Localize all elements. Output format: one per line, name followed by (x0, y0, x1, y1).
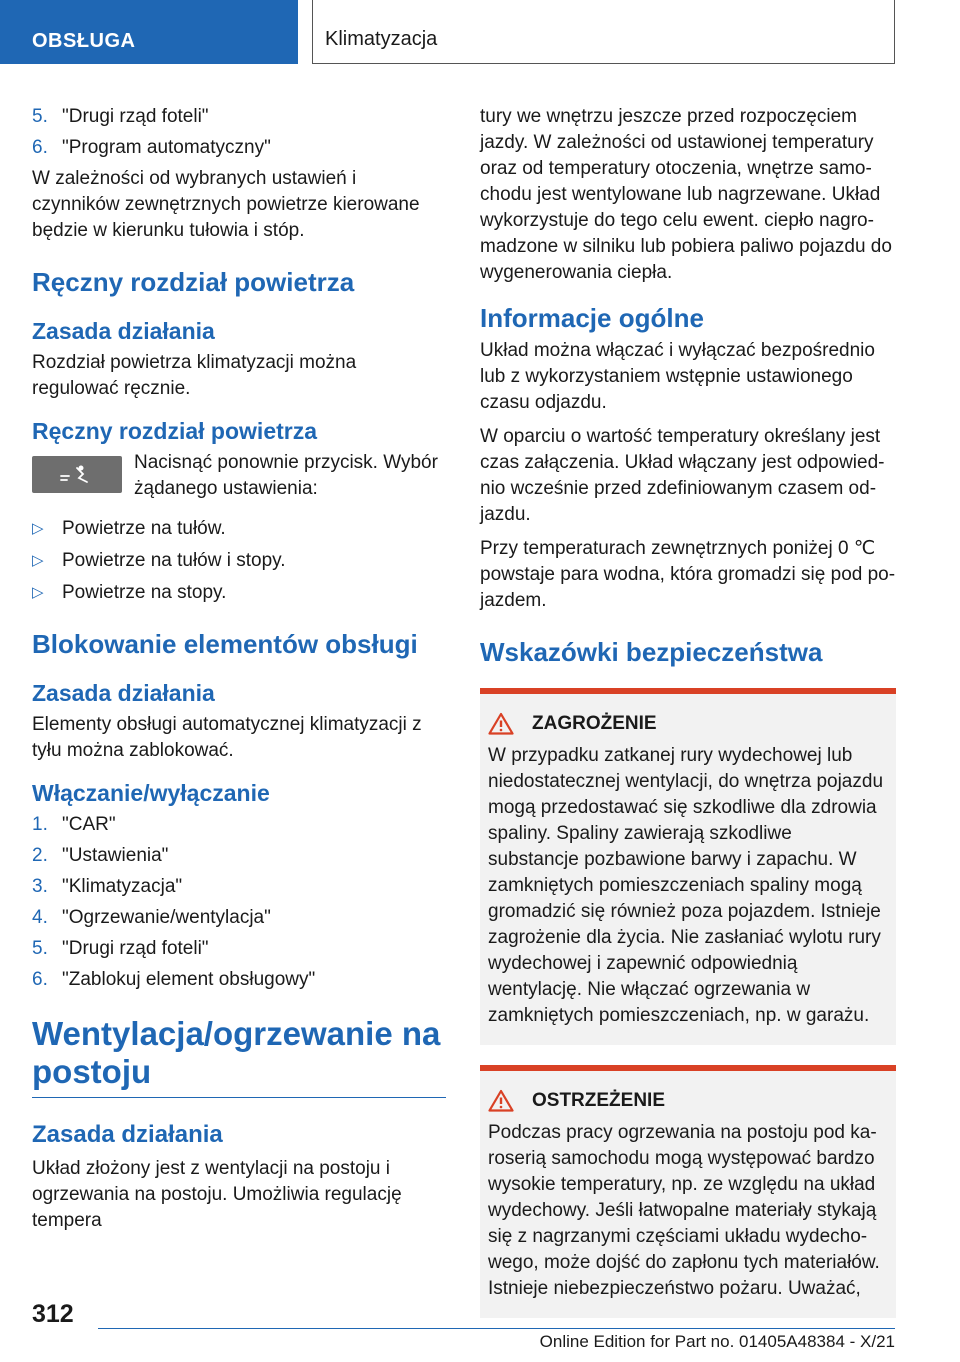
paragraph: Rozdział powietrza klimatyzacji można regulować ręcznie. (32, 352, 357, 399)
paragraph: Układ złożony jest z wentylacji na postoju i ogrzewania na postoju. Umożliwia regulację tempera (32, 1158, 402, 1231)
list-item: 5. "Drugi rząd foteli" (32, 106, 209, 127)
warning-triangle-icon (488, 712, 516, 735)
triangle-bullet-icon: ▷ (32, 520, 44, 537)
heading-principle: Zasada działania (32, 1121, 223, 1148)
list-item: 4. "Ogrzewanie/wentylacja" (32, 907, 271, 928)
warning-text: W przypadku zatkanej rury wydechowej lub niedostatecznej wentylacji, do wnętrza pojazdu mogą przedostawać się szkodliwe dla zdrowia spaliny. Spaliny zawierają szkodliwe substancje pozbawione barwy i zapachu. W zamkniętych pomieszczeniach spaliny mogą gromadzić się również poza pojazdem. Istnieje zagrożenie dla życia. Nie zasłaniać wylotu rury wydechowej i zapewnić odpowiednią wentylację. Nie włączać ogrzewania w zamkniętych pomieszczeniach, np. w garażu. (488, 745, 884, 1026)
heading-lock-controls: Blokowanie elementów obsługi (32, 629, 418, 659)
list-item: 6. "Program automatyczny" (32, 137, 271, 158)
list-item: 6. "Zablokuj element obsługowy" (32, 969, 316, 990)
air-distribution-icon (32, 456, 122, 493)
paragraph: tury we wnętrzu jeszcze przed rozpoczęciem jazdy. W zależności od ustawionej temperatury oraz od temperatury otoczenia, wnętrze samochodu jest wentylowane lub nagrzewane. Układ wykorzystuje do tego celu ewent. ciepło nagromadzone w silniku lub pobiera paliwo pojazdu do wygenerowania ciepła. (480, 106, 892, 283)
list-item: ▷ Powietrze na tułów i stopy. (32, 548, 446, 574)
paragraph: W oparciu o wartość temperatury określany jest czas załączenia. Układ włączany jest odpowiednio wcześnie przed zdefiniowanym czasem odjazdu. (480, 426, 885, 525)
paragraph: Elementy obsługi automatycznej klimatyzacji z tyłu można zablokować. (32, 714, 422, 761)
triangle-bullet-icon: ▷ (32, 584, 44, 601)
footer-divider (98, 1328, 895, 1329)
left-column (32, 104, 446, 1242)
caution-warning-box (480, 1065, 896, 1318)
heading-general-info: Informacje ogólne (480, 303, 704, 333)
warning-text: Podczas pracy ogrzewania na postoju pod karoserią samochodu mogą występować bardzo wysokie temperatury, np. ze względu na układ wydechowy. Jeśli łatwopalne materiały stykają się z nagrzanymi częściami układu wydechowego, może dojść do zapłonu tych materiałów. Istnieje niebezpieczeństwo pożaru. Uważać, (488, 1122, 880, 1299)
warning-title: ZAGROŻENIE (532, 712, 657, 734)
heading-safety: Wskazówki bezpieczeństwa (480, 637, 823, 667)
heading-manual-distribution: Ręczny rozdział powietrza (32, 267, 355, 297)
list-item: 3. "Klimatyzacja" (32, 876, 183, 897)
heading-principle: Zasada działania (32, 680, 215, 706)
chapter-title: Klimatyzacja (312, 0, 895, 64)
heading-principle: Zasada działania (32, 318, 215, 344)
heading-manual-distribution-sub: Ręczny rozdział powietrza (32, 418, 318, 444)
footer-edition: Online Edition for Part no. 01405A48384 - X/21 (539, 1332, 895, 1351)
button-instruction (32, 450, 446, 502)
heading-on-off: Włączanie/wyłączanie (32, 780, 270, 806)
paragraph: Przy temperaturach zewnętrznych poniżej 0 ℃ powstaje para wodna, która gromadzi się pod pojazdem. (480, 538, 896, 611)
triangle-bullet-icon: ▷ (32, 552, 44, 569)
button-text: Nacisnąć ponownie przycisk. Wybór żądanego ustawienia: (134, 452, 438, 499)
section-tab: OBSŁUGA (0, 0, 298, 64)
danger-warning-box (480, 688, 896, 1045)
warning-triangle-icon (488, 1089, 516, 1112)
paragraph: W zależności od wybranych ustawień i czynników zewnętrznych powietrze kierowane będzie w kierunku tułowia i stóp. (32, 168, 420, 241)
paragraph: Układ można włączać i wyłączać bezpośrednio lub z wykorzystaniem wstępnie ustawionego czasu odjazdu. (480, 340, 875, 413)
list-item: ▷ Powietrze na stopy. (32, 580, 446, 606)
list-item: 5. "Drugi rząd foteli" (32, 938, 209, 959)
list-item: ▷ Powietrze na tułów. (32, 516, 446, 542)
right-column (480, 104, 896, 1318)
list-item: 2. "Ustawienia" (32, 845, 169, 866)
heading-parking-ventilation: Wentylacja/ogrzewanie na postoju (32, 1015, 446, 1098)
page-number: 312 (32, 1300, 74, 1328)
list-item: 1. "CAR" (32, 814, 116, 835)
warning-title: OSTRZEŻENIE (532, 1089, 666, 1111)
